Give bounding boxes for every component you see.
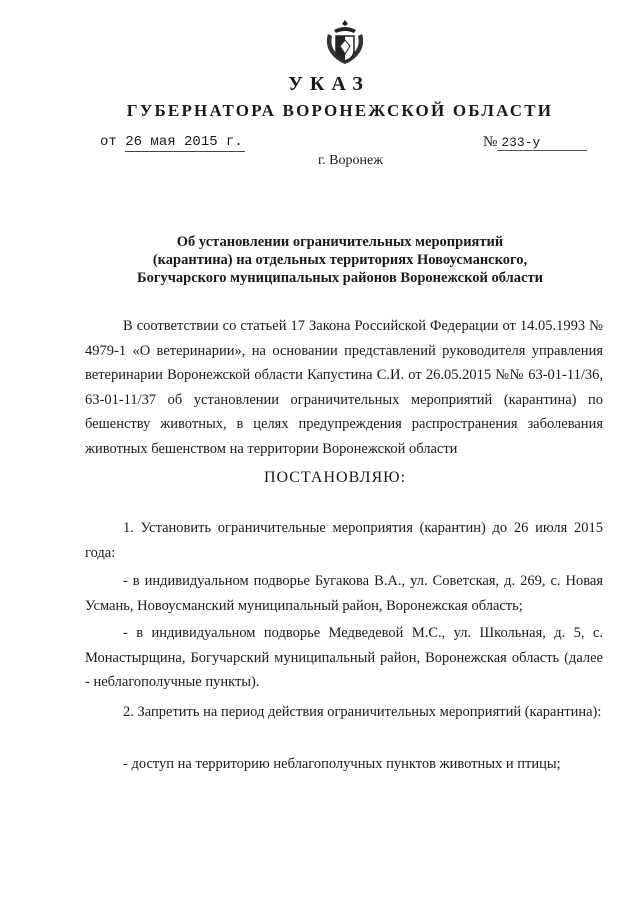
preamble-paragraph: В соответствии со статьей 17 Закона Российской Федерации от 14.05.1993 № 4979-1 «О ветеринарии», на основании представлений руководителя управления ветеринарии Воронежской области Капустина С.И. от 26.05.2015 №№ 63-01-11/36, 63-01-11/37 об установлении ограничительных мероприятий (карантина) по бешенству животных, в целях предупреждения распространения заболевания животных бешенством на территории Воронежской области [85, 318, 603, 457]
item-1-paragraph: 1. Установить ограничительные мероприятия (карантин) до 26 июля 2015 года: [85, 520, 603, 561]
heading-line: Об установлении ограничительных мероприятий [176, 234, 504, 250]
coat-of-arms-icon [324, 18, 366, 68]
item-1a-paragraph: - в индивидуальном подворье Бугакова В.А., ул. Советская, д. 269, с. Новая Усмань, Новоусманский муниципальный район, Воронежская область; [85, 573, 603, 614]
document-subtitle: ГУБЕРНАТОРА ВОРОНЕЖСКОЙ ОБЛАСТИ [126, 101, 554, 120]
document-heading [80, 233, 600, 287]
heading-line: Богучарского муниципальных районов Воронежской области [137, 270, 543, 286]
document-title: УКАЗ [288, 73, 370, 95]
city-label: г. Воронеж [318, 153, 383, 168]
item-2-paragraph: 2. Запретить на период действия ограничительных мероприятий (карантина): [123, 704, 602, 720]
number-line [483, 134, 587, 151]
number-prefix: № [483, 134, 498, 150]
date-line [100, 134, 245, 150]
item-2a-paragraph: - доступ на территорию неблагополучных пунктов животных и птицы; [123, 756, 561, 772]
decree-word: ПОСТАНОВЛЯЮ: [263, 469, 407, 486]
number-value: 233-у [497, 135, 587, 151]
date-prefix: от [100, 134, 117, 150]
heading-line: (карантина) на отдельных территориях Новоусманского, [152, 252, 528, 268]
item-1b-paragraph: - в индивидуальном подворье Медведевой М.С., ул. Школьная, д. 5, с. Монастырщина, Богучарский муниципальный район, Воронежская область (далее - неблагополучные пункты). [85, 625, 603, 690]
date-value: 26 мая 2015 г. [125, 134, 243, 150]
